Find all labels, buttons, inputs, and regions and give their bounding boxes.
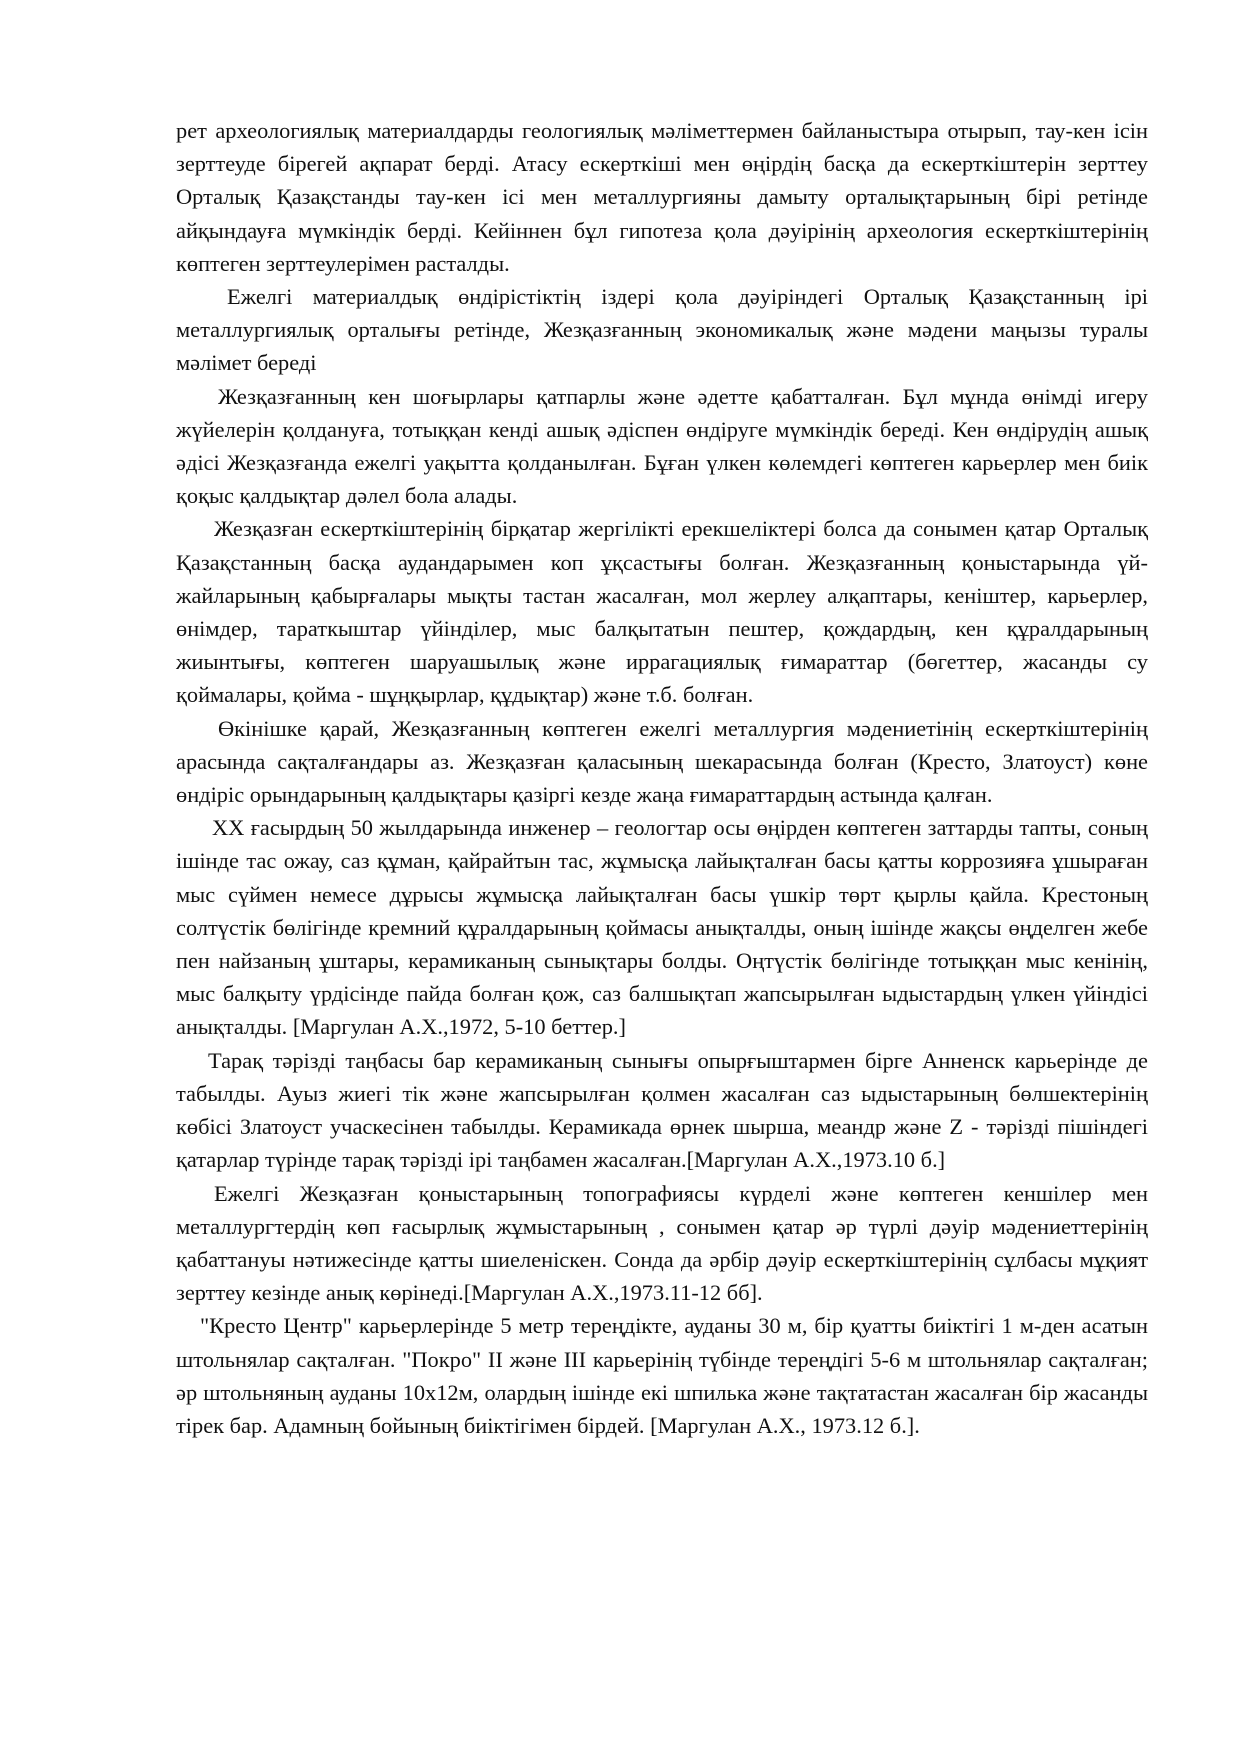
paragraph-4: Жезқазған ескерткіштерінің бірқатар жергілікті ерекшеліктері болса да сонымен қатар Орталық Қазақстанның басқа аудандарымен коп ұқсастығы болған. Жезқазғанның қоныстарында үй-жайларының қабырғалары мықты тастан жасалған, мол жерлеу алқаптары, кеніштер, карьерлер, өнімдер, тараткыштар үйінділер, мыс балқытатын пештер, қождардың, кен құралдарының жиынтығы, көптеген шаруашылық және иррагациялық ғимараттар (бөгеттер, жасанды су қоймалары, қойма - шұңқырлар, құдықтар) және т.б. болған. [176, 516, 1148, 708]
document-page [176, 114, 1148, 1442]
paragraph-9: "Кресто Центр" карьерлерінде 5 метр тереңдікте, ауданы 30 м, бір қуатты биіктігі 1 м-ден асатын штольнялар сақталған. "Покро" II және III карьерінің түбінде тереңдігі 5-6 м штольнялар сақталған; әр штольняның ауданы 10х12м, олардың ішінде екі шпилька және тақтатастан жасалған бір жасанды тірек бар. Адамның бойының биіктігімен бірдей. [Маргулан А.Х., 1973.12 б.]. [176, 1313, 1148, 1438]
paragraph-3: Жезқазғанның кен шоғырлары қатпарлы және әдетте қабатталған. Бұл мұнда өнімді игеру жүйелерін қолдануға, тотыққан кенді ашық әдіспен өндіруге мүмкіндік береді. Кен өндірудің ашық әдісі Жезқазғанда ежелгі уақытта қолданылған. Бұған үлкен көлемдегі көптеген карьерлер мен биік қоқыс қалдықтар дәлел бола алады. [176, 383, 1148, 509]
paragraph-7: Тарақ тәрізді таңбасы бар керамиканың сынығы опырғыштармен бірге Анненск карьерінде де табылды. Ауыз жиегі тік және жапсырылған қолмен жасалған саз ыдыстарының бөлшектерінің көбісі Златоуст учаскесінен табылды. Керамикада өрнек шырша, меандр және Z - тәрізді пішіндегі қатарлар түрінде тарақ тәрізді ірі таңбамен жасалған.[Маргулан А.Х.,1973.10 б.] [176, 1047, 1148, 1173]
paragraph-1: рет археологиялық материалдарды геологиялық мәліметтермен байланыстыра отырып, тау-кен ісін зерттеуде бірегей ақпарат берді. Атасу ескерткіші мен өңірдің басқа да ескерткіштерін зерттеу Орталық Қазақстанды тау-кен ісі мен металлургияны дамыту орталықтарының бірі ретінде айқындауға мүмкіндік берді. Кейіннен бұл гипотеза қола дәуірінің археология ескерткіштерінің көптеген зерттеулерімен расталды. [176, 118, 1148, 276]
paragraph-5: Өкінішке қарай, Жезқазғанның көптеген ежелгі металлургия мәдениетінің ескерткіштерінің арасында сақталғандары аз. Жезқазған қаласының шекарасында болған (Кресто, Златоуст) көне өндіріс орындарының қалдықтары қазіргі кезде жаңа ғимараттардың астында қалған. [176, 715, 1148, 808]
paragraph-8: Ежелгі Жезқазған қоныстарының топографиясы күрделі және көптеген кеншілер мен металлургтердің көп ғасырлық жұмыстарының , сонымен қатар әр түрлі дәуір мәдениеттерінің қабаттануы нәтижесінде қатты шиеленіскен. Сонда да әрбір дәуір ескерткіштерінің сұлбасы мұқият зерттеу кезінде анық көрінеді.[Маргулан А.Х.,1973.11-12 бб]. [176, 1180, 1148, 1306]
paragraph-6: XX ғасырдың 50 жылдарында инженер – геологтар осы өңірден көптеген заттарды тапты, соның ішінде тас ожау, саз құман, қайрайтын тас, жұмысқа лайықталған басы қатты коррозияға ұшыраған мыс сүймен немесе дұрысы жұмысқа лайықталған басы үшкір төрт қырлы қайла. Крестоның солтүстік бөлігінде кремний құралдарының қоймасы анықталды, оның ішінде жақсы өңделген жебе пен найзаның ұштары, керамиканың сынықтары болды. Оңтүстік бөлігінде тотыққан мыс кенінің, мыс балқыту үрдісінде пайда болған қож, саз балшықтап жапсырылған ыдыстардың үлкен үйіндісі анықталды. [Маргулан А.Х.,1972, 5-10 беттер.] [176, 815, 1148, 1040]
paragraph-2: Ежелгі материалдық өндірістіктің іздері қола дәуіріндегі Орталық Қазақстанның ірі металлургиялық орталығы ретінде, Жезқазғанның экономикалық және мәдени маңызы туралы мәлімет береді [176, 284, 1148, 376]
